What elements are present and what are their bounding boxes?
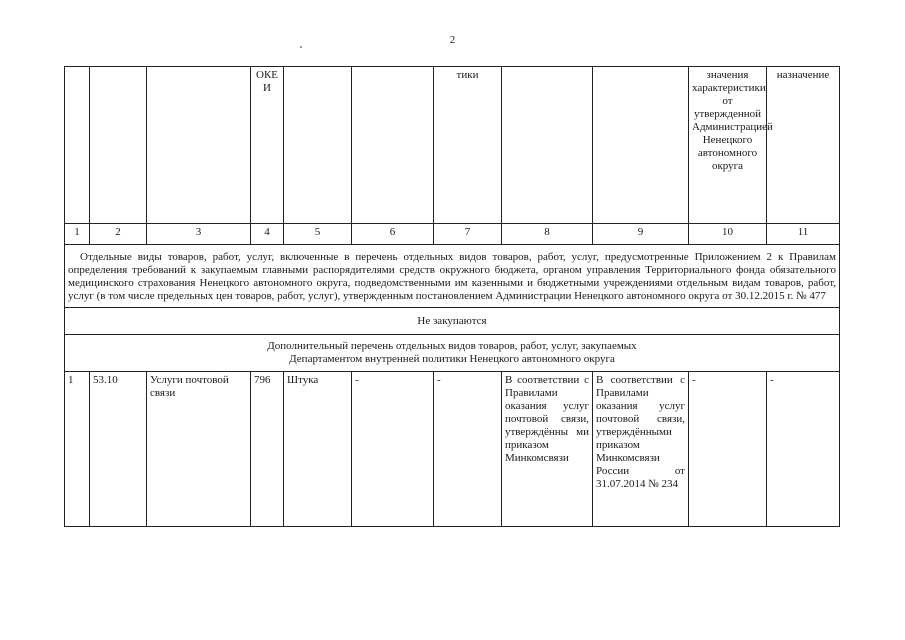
- column-number: 8: [502, 224, 593, 245]
- column-number: 5: [284, 224, 352, 245]
- additional-list-line1: Дополнительный перечень отдельных видов товаров, работ, услуг, закупаемых: [267, 340, 637, 352]
- header-row: [65, 67, 840, 224]
- cell-11: -: [767, 372, 840, 527]
- column-number: 6: [352, 224, 434, 245]
- additional-list-heading: [65, 335, 840, 372]
- okei-code: 796: [251, 372, 284, 527]
- column-number: 2: [90, 224, 147, 245]
- column-number: 10: [689, 224, 767, 245]
- table-row: [65, 372, 840, 527]
- column-number: 11: [767, 224, 840, 245]
- additional-list-line2: Департаментом внутренней политики Ненецкого автономного округа: [289, 353, 615, 365]
- header-cell-approved-values: значения характеристики от утвержденной Администрацией Ненецкого автономного округа: [689, 67, 767, 224]
- header-cell-9: [593, 67, 689, 224]
- page-number: 2: [449, 34, 456, 46]
- header-cell-7: тики: [434, 67, 502, 224]
- header-cell-6: [352, 67, 434, 224]
- item-name: Услуги почтовой связи: [147, 372, 251, 527]
- column-number: 9: [593, 224, 689, 245]
- row-number: 1: [65, 372, 90, 527]
- cell-6: -: [352, 372, 434, 527]
- column-number: 4: [251, 224, 284, 245]
- column-number: 7: [434, 224, 502, 245]
- cell-7: -: [434, 372, 502, 527]
- section-text: Отдельные виды товаров, работ, услуг, включенные в перечень отдельных видов товаров, работ, услуг, предусмотренные Приложением 2 к Правилам определения требований к закупаемым главными распорядителями средств окружного бюджета, органом управления Территориального фонда обязательного медицинского страхования Ненецкого автономного округа, подведомственными им казенными и бюджетными учреждениями отдельным видам товаров, работ, услуг (в том числе предельных цен товаров, работ, услуг), утвержденным постановлением Администрации Ненецкого автономного округа от 30.12.2015 г. № 477: [65, 245, 840, 308]
- characteristics-table: [64, 66, 840, 527]
- cell-10: -: [689, 372, 767, 527]
- characteristic-value-1: В соответствии с Правилами оказания услуг почтовой связи, утверждённы ми приказом Минкомсвязи: [502, 372, 593, 527]
- header-cell-okei: ОКЕИ: [251, 67, 284, 224]
- header-cell-8: [502, 67, 593, 224]
- okpd2-code: 53.10: [90, 372, 147, 527]
- header-cell-purpose: назначение: [767, 67, 840, 224]
- not-procured-text: Не закупаются: [65, 308, 840, 335]
- column-number: 3: [147, 224, 251, 245]
- unit-name: Штука: [284, 372, 352, 527]
- column-number-row: [65, 224, 840, 245]
- not-procured-row: [65, 308, 840, 335]
- characteristic-value-2: В соответствии с Правилами оказания услуг почтовой связи, утверждёнными приказом Минкомсвязи России от 31.07.2014 № 234: [593, 372, 689, 527]
- header-cell-5: [284, 67, 352, 224]
- header-cell-3: [147, 67, 251, 224]
- section-text-row: [65, 245, 840, 308]
- header-cell-2: [90, 67, 147, 224]
- column-number: 1: [65, 224, 90, 245]
- additional-list-row: [65, 335, 840, 372]
- header-cell-1: [65, 67, 90, 224]
- scan-speck: [300, 46, 302, 48]
